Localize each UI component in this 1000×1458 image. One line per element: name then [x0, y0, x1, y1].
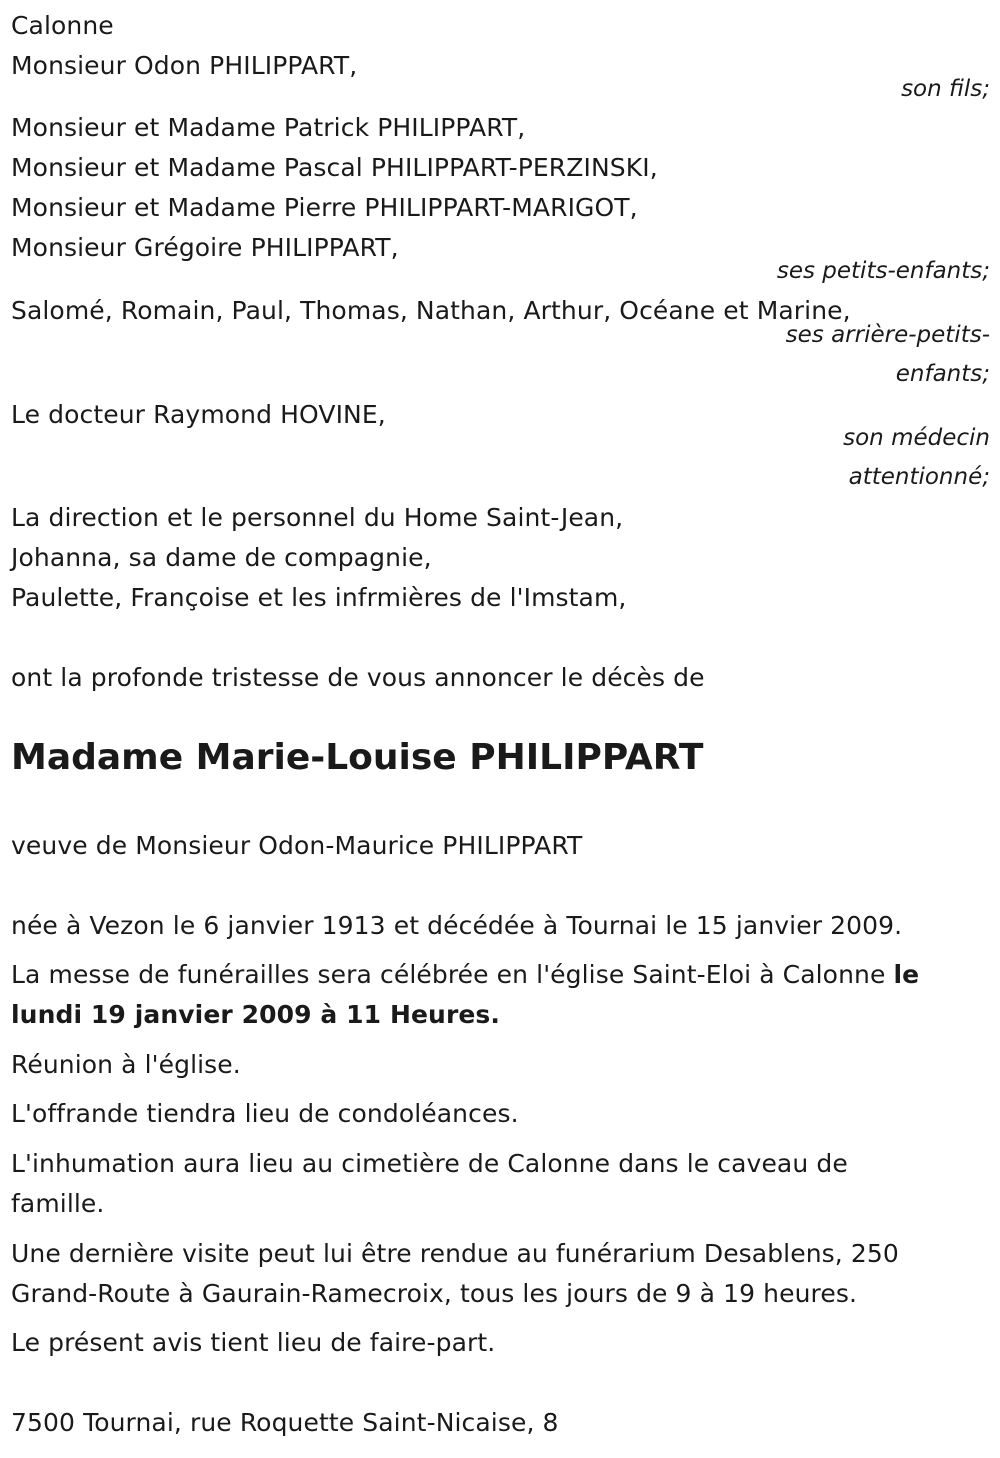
grandchild-1: Monsieur et Madame Patrick PHILIPPART, [11, 113, 526, 142]
carer-3: Paulette, Françoise et les infrmières de l'Imstam, [11, 583, 627, 612]
great-grandchildren-names: Salomé, Romain, Paul, Thomas, Nathan, Arthur, Océane et Marine, [11, 296, 851, 325]
visit-line-2: Grand-Route à Gaurain-Ramecroix, tous les jours de 9 à 19 heures. [11, 1279, 857, 1308]
mass-text: La messe de funérailles sera célébrée en l'église Saint-Eloi à Calonne [11, 960, 894, 989]
place-name: Calonne [11, 11, 114, 40]
son-relation: son fils; [901, 76, 990, 102]
great-grandchildren-relation-line1: ses arrière-petits- [785, 322, 990, 348]
mass-date: lundi 19 janvier 2009 à 11 Heures. [11, 1000, 501, 1029]
notice-text: Le présent avis tient lieu de faire-part. [11, 1328, 496, 1357]
burial-line-2: famille. [11, 1189, 105, 1218]
meeting-text: Réunion à l'église. [11, 1050, 241, 1079]
announcement-text: ont la profonde tristesse de vous annoncer le décès de [11, 663, 705, 692]
widow-of-text: veuve de Monsieur Odon-Maurice PHILIPPART [11, 831, 583, 860]
mass-line-1 [11, 959, 919, 991]
son-name: Monsieur Odon PHILIPPART, [11, 51, 358, 80]
doctor-name: Le docteur Raymond HOVINE, [11, 400, 386, 429]
mass-date-start: le [893, 960, 920, 989]
grandchild-2: Monsieur et Madame Pascal PHILIPPART-PERZINSKI, [11, 153, 658, 182]
carer-1: La direction et le personnel du Home Saint-Jean, [11, 503, 624, 532]
grandchildren-relation: ses petits-enfants; [776, 258, 990, 284]
visit-line-1: Une dernière visite peut lui être rendue au funérarium Desablens, 250 [11, 1239, 899, 1268]
grandchild-4: Monsieur Grégoire PHILIPPART, [11, 233, 399, 262]
deceased-name: Madame Marie-Louise PHILIPPART [11, 737, 704, 778]
great-grandchildren-relation-line2: enfants; [895, 361, 990, 387]
address-text: 7500 Tournai, rue Roquette Saint-Nicaise, 8 [11, 1408, 559, 1437]
grandchild-3: Monsieur et Madame Pierre PHILIPPART-MARIGOT, [11, 193, 638, 222]
carer-2: Johanna, sa dame de compagnie, [11, 543, 432, 572]
birth-death-text: née à Vezon le 6 janvier 1913 et décédée à Tournai le 15 janvier 2009. [11, 911, 903, 940]
burial-line-1: L'inhumation aura lieu au cimetière de Calonne dans le caveau de [11, 1149, 848, 1178]
doctor-relation-line1: son médecin [843, 425, 990, 451]
doctor-relation-line2: attentionné; [848, 464, 990, 490]
offering-text: L'offrande tiendra lieu de condoléances. [11, 1099, 519, 1128]
